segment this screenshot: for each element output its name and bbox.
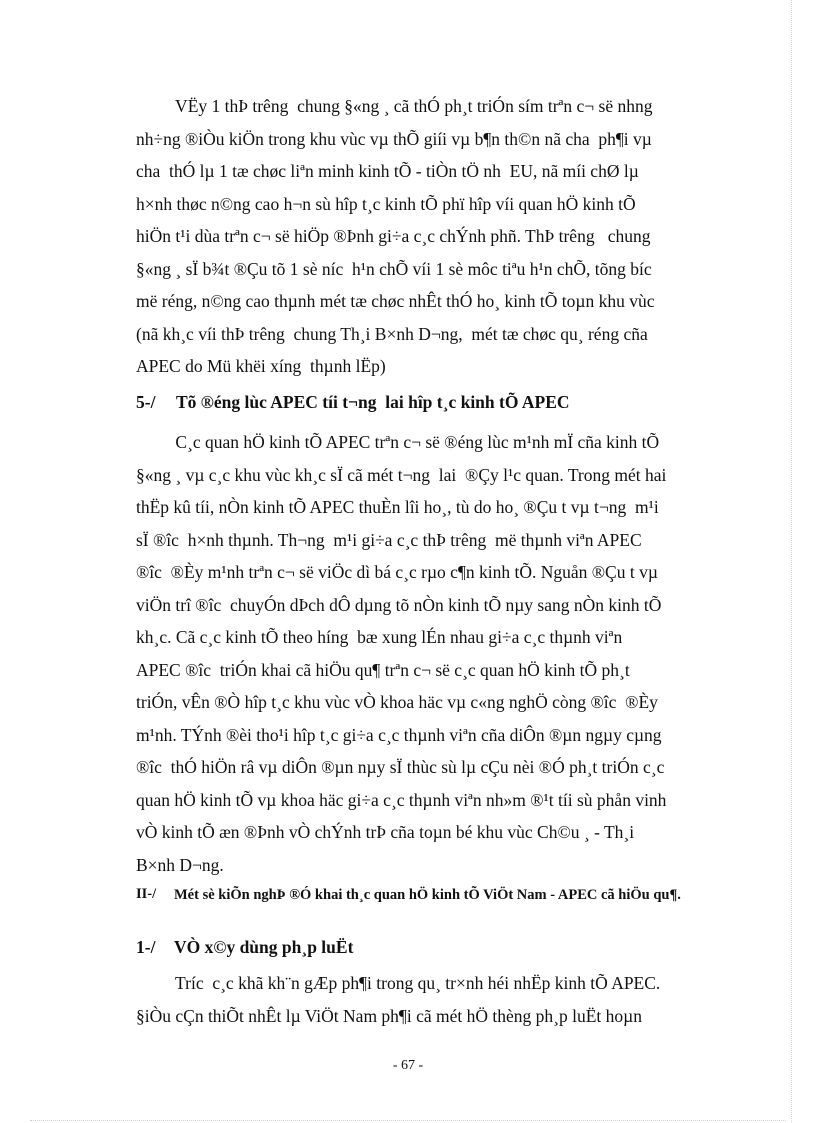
text-line: triÓn, vÊn ®Ò hîp t¸c khu vùc vÒ khoa häc vµ c«ng nghÖ còng ®îc ®Èy xyxy=(136,692,658,712)
subsection-1-heading: VÒ x©y dùng ph¸p luËt xyxy=(174,937,354,957)
text-line: APEC ®îc triÓn khai cã hiÖu qu¶ trªn c¬ së c¸c quan hÖ kinh tÕ ph¸t xyxy=(136,659,630,680)
text-line: VËy 1 thÞ trêng chung §«ng ¸ cã thÓ ph¸t triÓn sím trªn c¬ së nhng xyxy=(136,96,653,116)
text-line: kh¸c. Cã c¸c kinh tÕ theo híng bæ xung lÉn nhau gi÷a c¸c thµnh viªn xyxy=(136,627,623,647)
text-line: §«ng ¸ vµ c¸c khu vùc kh¸c sÏ cã mét t¬ng lai ®Çy l¹c quan. Trong mét hai xyxy=(136,464,667,485)
text-line: nh÷ng ®iÒu kiÖn trong khu vùc vµ thÕ giíi vµ b¶n th©n nã cha ph¶i vµ xyxy=(136,128,652,149)
paragraph-3 xyxy=(136,967,720,1032)
page-edge-rule xyxy=(791,0,792,1123)
text-line: Tríc c¸c khã kh¨n gÆp ph¶i trong qu¸ tr×nh héi nhËp kinh tÕ APEC. xyxy=(136,973,661,993)
text-line: C¸c quan hÖ kinh tÕ APEC trªn c¬ së ®éng lùc m¹nh mÏ cña kinh tÕ xyxy=(136,432,660,452)
section-II-number: II-/ xyxy=(136,886,157,902)
paragraph-2 xyxy=(136,426,720,881)
text-line: hiÖn t¹i dùa trªn c¬ së hiÖp ®Þnh gi÷a c¸c chÝnh phñ. ThÞ trêng chung xyxy=(136,226,651,246)
text-line: cha thÓ lµ 1 tæ chøc liªn minh kinh tÕ - tiÒn tÖ nh EU, nã míi chØ lµ xyxy=(136,161,639,181)
text-line: m¹nh. TÝnh ®èi tho¹i hîp t¸c gi÷a c¸c thµnh viªn cña diÔn ®µn ngµy cµng xyxy=(136,724,662,745)
section-5-number: 5-/ xyxy=(136,392,156,412)
text-line: viÖn trî ®îc chuyÓn dÞch dÔ dµng tõ nÒn kinh tÕ nµy sang nÒn kinh tÕ xyxy=(136,594,662,615)
text-line: sÏ ®îc h×nh thµnh. Th¬ng m¹i gi÷a c¸c thÞ trêng më thµnh viªn APEC xyxy=(136,529,642,550)
page-number: - 67 - xyxy=(392,1058,424,1073)
section-II-heading: Mét sè kiÕn nghÞ ®Ó khai th¸c quan hÖ kinh tÕ ViÖt Nam - APEC cã hiÖu qu¶. xyxy=(174,887,681,903)
text-line: §«ng ¸ sÏ b¾t ®Çu tõ 1 sè níc h¹n chÕ víi 1 sè môc tiªu h¹n chÕ, tõng bíc xyxy=(136,258,652,279)
text-line: B×nh D¬ng. xyxy=(136,854,224,875)
paragraph-1 xyxy=(136,90,720,383)
text-line: APEC do Mü khëi xíng thµnh lËp) xyxy=(136,356,386,376)
text-line: §iÒu cÇn thiÕt nhÊt lµ ViÖt Nam ph¶i cã mét hÖ thèng ph¸p luËt hoµn xyxy=(136,1005,642,1026)
text-line: vÒ kinh tÕ æn ®Þnh vÒ chÝnh trÞ cña toµn bé khu vùc Ch©u ¸ - Th¸i xyxy=(136,822,635,842)
text-line: h×nh thøc n©ng cao h¬n sù hîp t¸c kinh tÕ phï hîp víi quan hÖ kinh tÕ xyxy=(136,193,636,214)
text-line: ®îc ®Èy m¹nh trªn c¬ së viÖc dì bá c¸c rµo c¶n kinh tÕ. Nguån ®Çu t vµ xyxy=(136,562,658,582)
section-5-heading: Tõ ®éng lùc APEC tíi t¬ng lai hîp t¸c kinh tÕ APEC xyxy=(176,392,570,412)
bottom-dotted-rule xyxy=(30,1120,786,1121)
text-line: thËp kû tíi, nÒn kinh tÕ APEC thuÈn lîi ho¸, tù do ho¸ ®Çu t vµ t¬ng m¹i xyxy=(136,497,659,517)
text-line: më réng, n©ng cao thµnh mét tæ chøc nhÊt thÓ ho¸ kinh tÕ toµn khu vùc xyxy=(136,291,655,311)
subsection-1-number: 1-/ xyxy=(136,937,156,957)
text-line: quan hÖ kinh tÕ vµ khoa häc gi÷a c¸c thµnh viªn nh»m ®¹t tíi sù phån vinh xyxy=(136,789,667,810)
text-line: ®îc thÓ hiÖn râ vµ diÔn ®µn nµy sÏ thùc sù lµ cÇu nèi ®Ó ph¸t triÓn c¸c xyxy=(136,757,665,777)
text-line: (nã kh¸c víi thÞ trêng chung Th¸i B×nh D¬ng, mét tæ chøc qu¸ réng cña xyxy=(136,323,648,344)
